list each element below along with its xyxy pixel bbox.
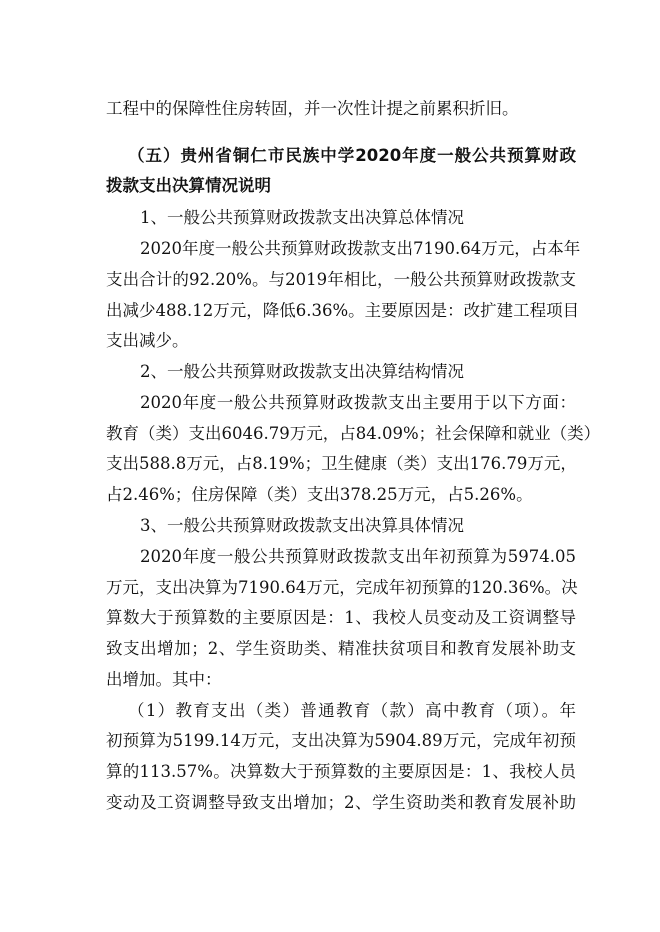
- paragraph-1-line-3: 出减少488.12万元，降低6.36%。主要原因是：改扩建工程项目: [106, 301, 580, 320]
- paragraph-4-line-3: 算的113.57%。决算数大于预算数的主要原因是：1、我校人员: [106, 762, 576, 781]
- paragraph-3-line-2: 万元，支出决算为7190.64万元，完成年初预算的120.36%。决: [106, 578, 578, 597]
- paragraph-3-line-5: 出增加。其中：: [106, 670, 222, 689]
- paragraph-4-line-1: （1）教育支出（类）普通教育（款）高中教育（项）。年: [128, 701, 576, 720]
- paragraph-4-line-4: 变动及工资调整导致支出增加；2、学生资助类和教育发展补助: [106, 793, 576, 812]
- paragraph-2-line-4: 占2.46%；住房保障（类）支出378.25万元，占5.26%。: [106, 485, 533, 504]
- paragraph-1-line-1: 2020年度一般公共预算财政拨款支出7190.64万元，占本年: [140, 239, 581, 258]
- subheading-2: 2、一般公共预算财政拨款支出决算结构情况: [140, 362, 464, 381]
- paragraph-3-line-1: 2020年度一般公共预算财政拨款支出年初预算为5974.05: [140, 547, 576, 566]
- paragraph-2-line-3: 支出588.8万元，占8.19%；卫生健康（类）支出176.79万元，: [106, 454, 577, 473]
- subheading-1: 1、一般公共预算财政拨款支出决算总体情况: [140, 208, 464, 227]
- paragraph-4-line-2: 初预算为5199.14万元，支出决算为5904.89万元，完成年初预: [106, 731, 576, 750]
- paragraph-3-line-3: 算数大于预算数的主要原因是：1、我校人员变动及工资调整导: [106, 608, 576, 627]
- paragraph-1-line-4: 支出减少。: [106, 331, 189, 350]
- text-line-1: 工程中的保障性住房转固，并一次性计提之前累积折旧。: [106, 99, 519, 118]
- paragraph-2-line-2: 教育（类）支出6046.79万元，占84.09%；社会保障和就业（类）: [106, 424, 601, 443]
- paragraph-3-line-4: 致支出增加；2、学生资助类、精准扶贫项目和教育发展补助支: [106, 639, 576, 658]
- section-heading-line-1: （五）贵州省铜仁市民族中学2020年度一般公共预算财政: [128, 146, 576, 165]
- section-heading-line-2: 拨款支出决算情况说明: [106, 176, 271, 195]
- subheading-3: 3、一般公共预算财政拨款支出决算具体情况: [140, 516, 464, 535]
- paragraph-2-line-1: 2020年度一般公共预算财政拨款支出主要用于以下方面：: [140, 393, 576, 412]
- paragraph-1-line-2: 支出合计的92.20%。与2019年相比，一般公共预算财政拨款支: [106, 270, 576, 289]
